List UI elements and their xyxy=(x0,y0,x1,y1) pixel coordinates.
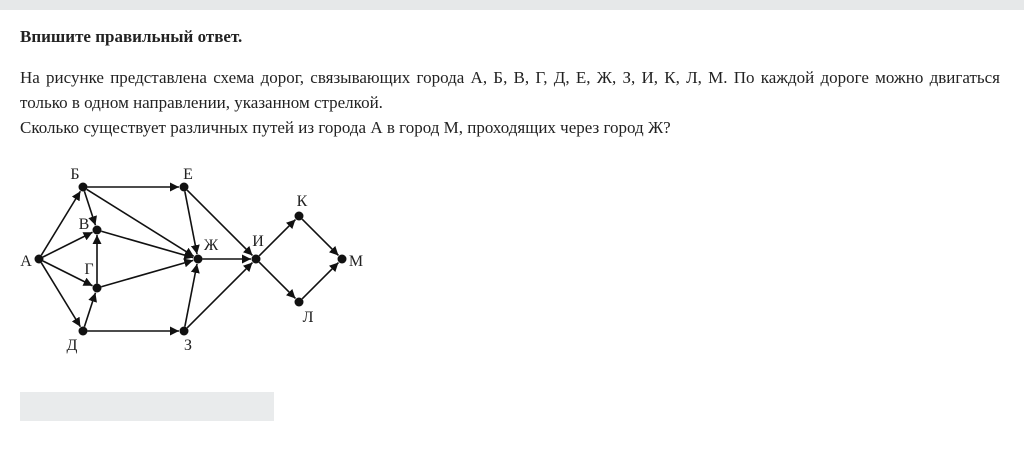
city-label-z: З xyxy=(183,337,193,354)
city-node-v xyxy=(93,226,102,235)
road-edge-e-i xyxy=(187,190,252,255)
road-edge-z-i xyxy=(187,263,252,328)
city-node-d xyxy=(79,327,88,336)
city-label-i: И xyxy=(252,233,264,250)
city-node-m xyxy=(338,255,347,264)
road-edge-d-g xyxy=(84,293,95,327)
city-label-g: Г xyxy=(84,261,94,278)
top-bar xyxy=(0,0,1024,10)
city-node-i xyxy=(252,255,261,264)
road-edge-a-d xyxy=(41,263,80,327)
road-edge-l-m xyxy=(302,263,338,299)
problem-paragraph-2: Сколько существует различных путей из города А в город М, проходящих через город Ж? xyxy=(20,118,671,137)
problem-paragraph-1: На рисунке представлена схема дорог, связывающих города А, Б, В, Г, Д, Е, Ж, З, И, К, Л, М. По каждой дороге можно двигаться только в одном направлении, указанном стрелкой. xyxy=(20,68,1000,112)
city-node-e xyxy=(180,183,189,192)
city-node-l xyxy=(295,298,304,307)
road-diagram xyxy=(0,150,400,370)
city-node-k xyxy=(295,212,304,221)
city-label-k: К xyxy=(296,193,308,210)
city-node-g xyxy=(93,284,102,293)
city-label-d: Д xyxy=(66,337,78,354)
road-edge-a-b xyxy=(41,191,80,255)
city-label-v: В xyxy=(78,216,90,233)
city-label-b: Б xyxy=(70,166,80,183)
road-edge-g-zh xyxy=(101,260,193,286)
road-edge-i-k xyxy=(259,220,295,256)
road-edge-b-zh xyxy=(87,189,194,256)
answer-input[interactable] xyxy=(20,392,274,421)
road-edge-a-v xyxy=(43,232,93,257)
city-node-z xyxy=(180,327,189,336)
city-label-e: Е xyxy=(183,166,193,183)
city-label-a: А xyxy=(20,253,32,270)
problem-text xyxy=(20,65,1000,140)
road-edge-i-l xyxy=(259,262,295,298)
city-label-l: Л xyxy=(302,309,314,326)
instruction-heading: Впишите правильный ответ. xyxy=(20,27,243,46)
road-edge-v-zh xyxy=(101,231,193,257)
road-edge-z-zh xyxy=(185,264,197,327)
city-node-zh xyxy=(194,255,203,264)
road-edge-k-m xyxy=(302,219,338,255)
city-node-b xyxy=(79,183,88,192)
road-edge-e-zh xyxy=(185,191,197,254)
city-label-zh: Ж xyxy=(203,237,219,254)
city-label-m: М xyxy=(348,253,364,270)
city-node-a xyxy=(35,255,44,264)
